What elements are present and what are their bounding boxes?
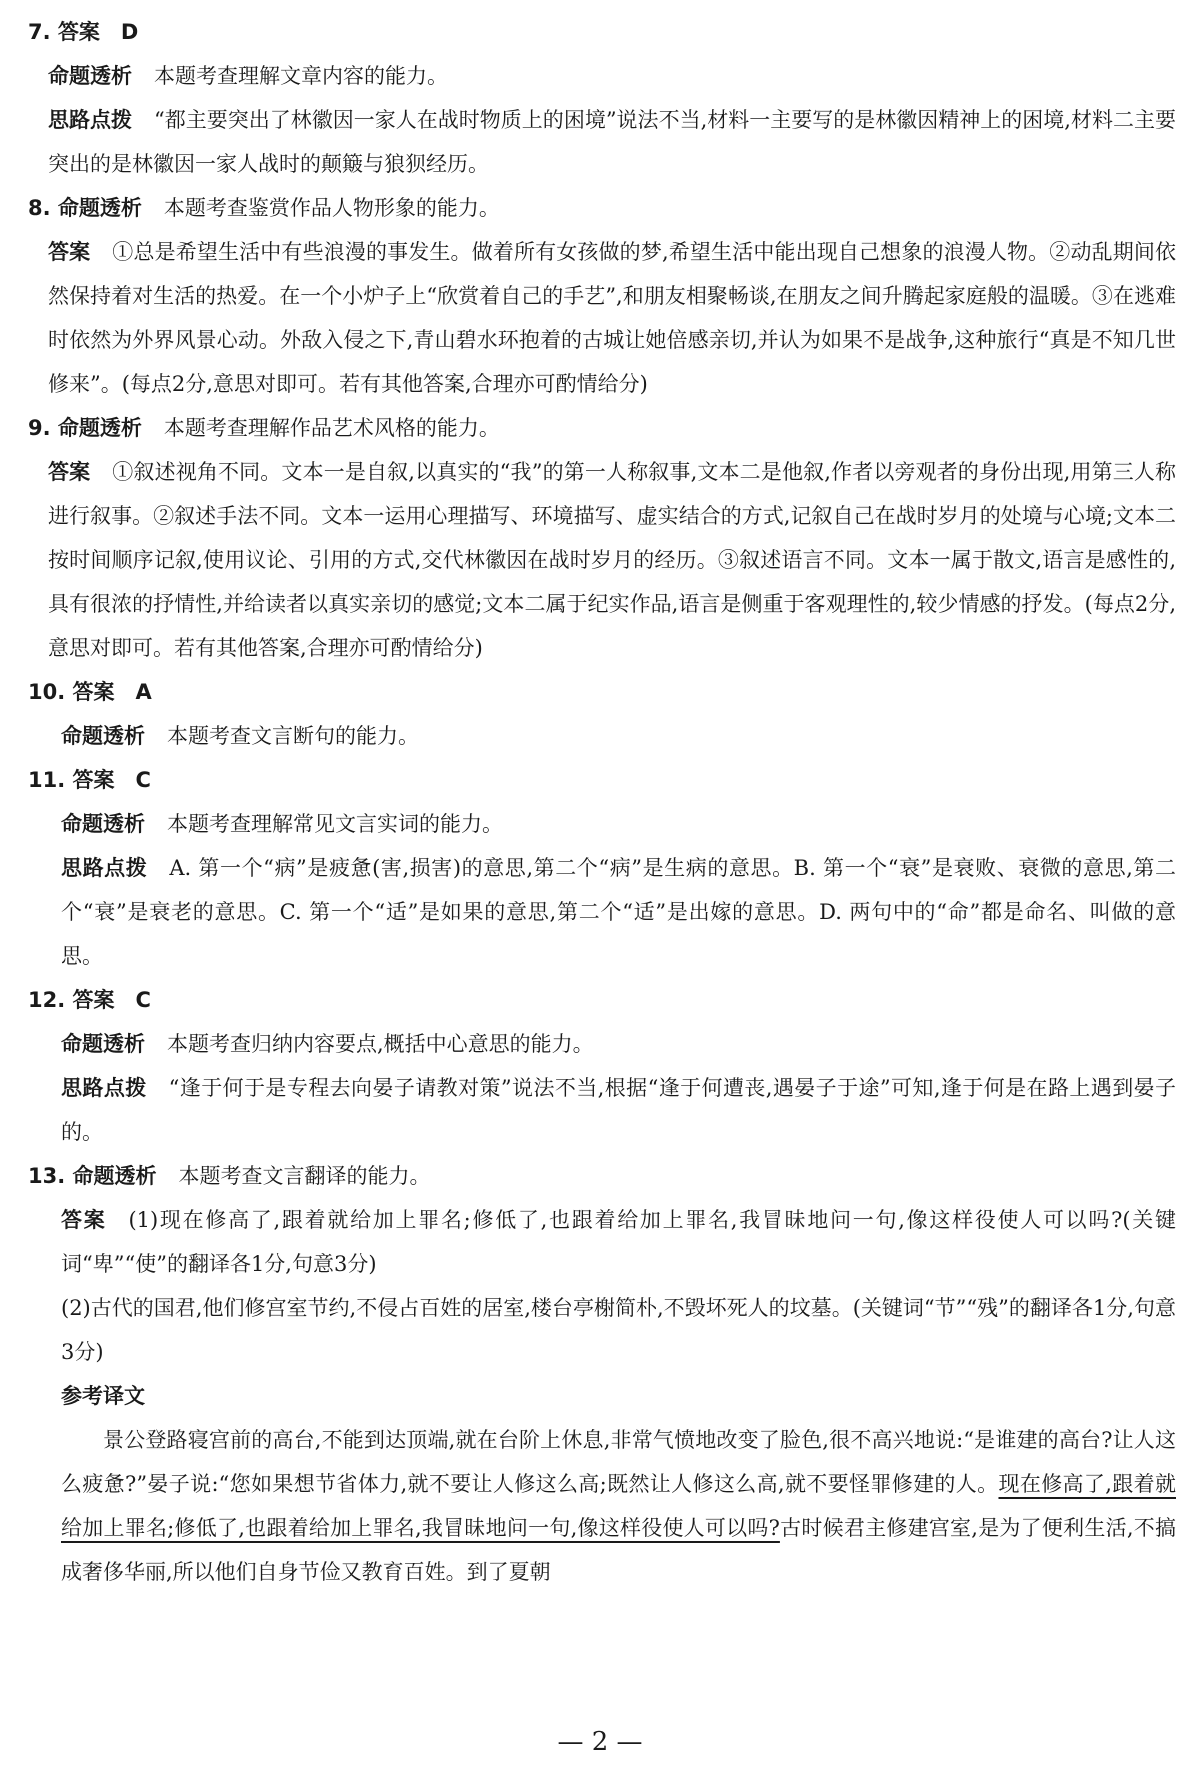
q12-analysis-label: 命题透析 [61,1032,145,1056]
q10-analysis-row [28,714,1176,758]
ref-text-part-a: 景公登路寝宫前的高台,不能到达顶端,就在台阶上休息,非常气愤地改变了脸色,很不高兴地说:“是谁建的高台?让人这么疲惫?”晏子说:“您如果想节省体力,就不要让人修这么高;既然让人修这么高,就不要怪罪修建的人。 [61,1428,1176,1496]
question-8 [28,186,1176,406]
q7-heading: 7. 答案 D [28,20,139,44]
q7-analysis-label: 命题透析 [48,64,132,88]
q13-heading: 13. 命题透析 [28,1164,157,1188]
q10-analysis-label: 命题透析 [61,724,145,748]
q11-heading: 11. 答案 C [28,768,151,792]
question-11 [28,758,1176,978]
q13-analysis-text: 本题考查文言翻译的能力。 [178,1164,431,1188]
question-13 [28,1154,1176,1594]
q13-answer-label: 答案 [61,1208,107,1232]
ref-text-part-b: 古时候君主修建宫室,是为了便利生活,不搞成奢侈华丽,所以他们自身节俭又教育百姓。到了夏朝 [61,1516,1176,1584]
q12-hint-text: “逢于何于是专程去向晏子请教对策”说法不当,根据“逢于何遭丧,遇晏子于途”可知,逢于何是在路上遇到晏子的。 [61,1076,1177,1144]
q13-answer-row [28,1198,1176,1286]
q12-hint-row [28,1066,1176,1154]
q11-analysis-row [28,802,1176,846]
q11-hint-text: A. 第一个“病”是疲惫(害,损害)的意思,第二个“病”是生病的意思。B. 第一个“衰”是衰败、衰微的意思,第二个“衰”是衰老的意思。C. 第一个“适”是如果的意思,第二个“适”是出嫁的意思。D. 两句中的“命”都是命名、叫做的意思。 [61,856,1177,968]
q12-analysis-row [28,1022,1176,1066]
q9-analysis-text: 本题考查理解作品艺术风格的能力。 [163,416,500,440]
q9-heading-row [28,406,1176,450]
q9-heading: 9. 命题透析 [28,416,142,440]
q13-answer-2: (2)古代的国君,他们修宫室节约,不侵占百姓的居室,楼台亭榭简朴,不毁坏死人的坟墓。(关键词“节”“残”的翻译各1分,句意3分) [61,1296,1176,1364]
q8-heading: 8. 命题透析 [28,196,142,220]
q7-hint-label: 思路点拨 [48,108,133,132]
q11-hint-label: 思路点拨 [61,856,148,880]
q7-hint-text: “都主要突出了林徽因一家人在战时物质上的困境”说法不当,材料一主要写的是林徽因精神上的困境,材料二主要突出的是林徽因一家人战时的颠簸与狼狈经历。 [48,108,1176,176]
question-10 [28,670,1176,758]
question-7 [28,10,1176,186]
q8-answer-text: ①总是希望生活中有些浪漫的事发生。做着所有女孩做的梦,希望生活中能出现自己想象的浪漫人物。②动乱期间依然保持着对生活的热爱。在一个小炉子上“欣赏着自己的手艺”,和朋友相聚畅谈,在朋友之间升腾起家庭般的温暖。③在逃难时依然为外界风景心动。外敌入侵之下,青山碧水环抱着的古城让她倍感亲切,并认为如果不是战争,这种旅行“真是不知几世修来”。(每点2分,意思对即可。若有其他答案,合理亦可酌情给分) [48,240,1177,396]
q12-heading: 12. 答案 C [28,988,151,1012]
q9-answer-text: ①叙述视角不同。文本一是自叙,以真实的“我”的第一人称叙事,文本二是他叙,作者以旁观者的身份出现,用第三人称进行叙事。②叙述手法不同。文本一运用心理描写、环境描写、虚实结合的方式,记叙自己在战时岁月的处境与心境;文本二按时间顺序记叙,使用议论、引用的方式,交代林徽因在战时岁月的经历。③叙述语言不同。文本一属于散文,语言是感性的,具有很浓的抒情性,并给读者以真实亲切的感觉;文本二属于纪实作品,语言是侧重于客观理性的,较少情感的抒发。(每点2分,意思对即可。若有其他答案,合理亦可酌情给分) [48,460,1177,660]
q11-analysis-text: 本题考查理解常见文言实词的能力。 [167,812,503,836]
q7-analysis-row [28,54,1176,98]
q11-hint-row [28,846,1176,978]
q8-heading-row [28,186,1176,230]
q12-analysis-text: 本题考查归纳内容要点,概括中心意思的能力。 [167,1032,594,1056]
page-number: — 2 — [557,1727,643,1757]
q13-heading-row [28,1154,1176,1198]
question-12 [28,978,1176,1154]
q13-reference-text [28,1418,1176,1594]
q9-answer-label: 答案 [48,460,91,484]
q8-answer-row [28,230,1176,406]
q7-hint-row [28,98,1176,186]
q9-answer-row [28,450,1176,670]
q10-analysis-text: 本题考查文言断句的能力。 [167,724,419,748]
q7-analysis-text: 本题考查理解文章内容的能力。 [154,64,448,88]
q12-hint-label: 思路点拨 [61,1076,147,1100]
q8-answer-label: 答案 [48,240,91,264]
ref-text-underlined: 现在修高了,跟着就给加上罪名;修低了,也跟着给加上罪名,我冒昧地问一句,像这样役使人可以吗? [61,1472,1176,1540]
q13-answer-1: (1)现在修高了,跟着就给加上罪名;修低了,也跟着给加上罪名,我冒昧地问一句,像这样役使人可以吗?(关键词“卑”“使”的翻译各1分,句意3分) [61,1208,1176,1276]
question-9 [28,406,1176,670]
q13-reference-label: 参考译文 [61,1384,145,1408]
q10-heading: 10. 答案 A [28,680,152,704]
q8-analysis-text: 本题考查鉴赏作品人物形象的能力。 [163,196,500,220]
q11-analysis-label: 命题透析 [61,812,145,836]
